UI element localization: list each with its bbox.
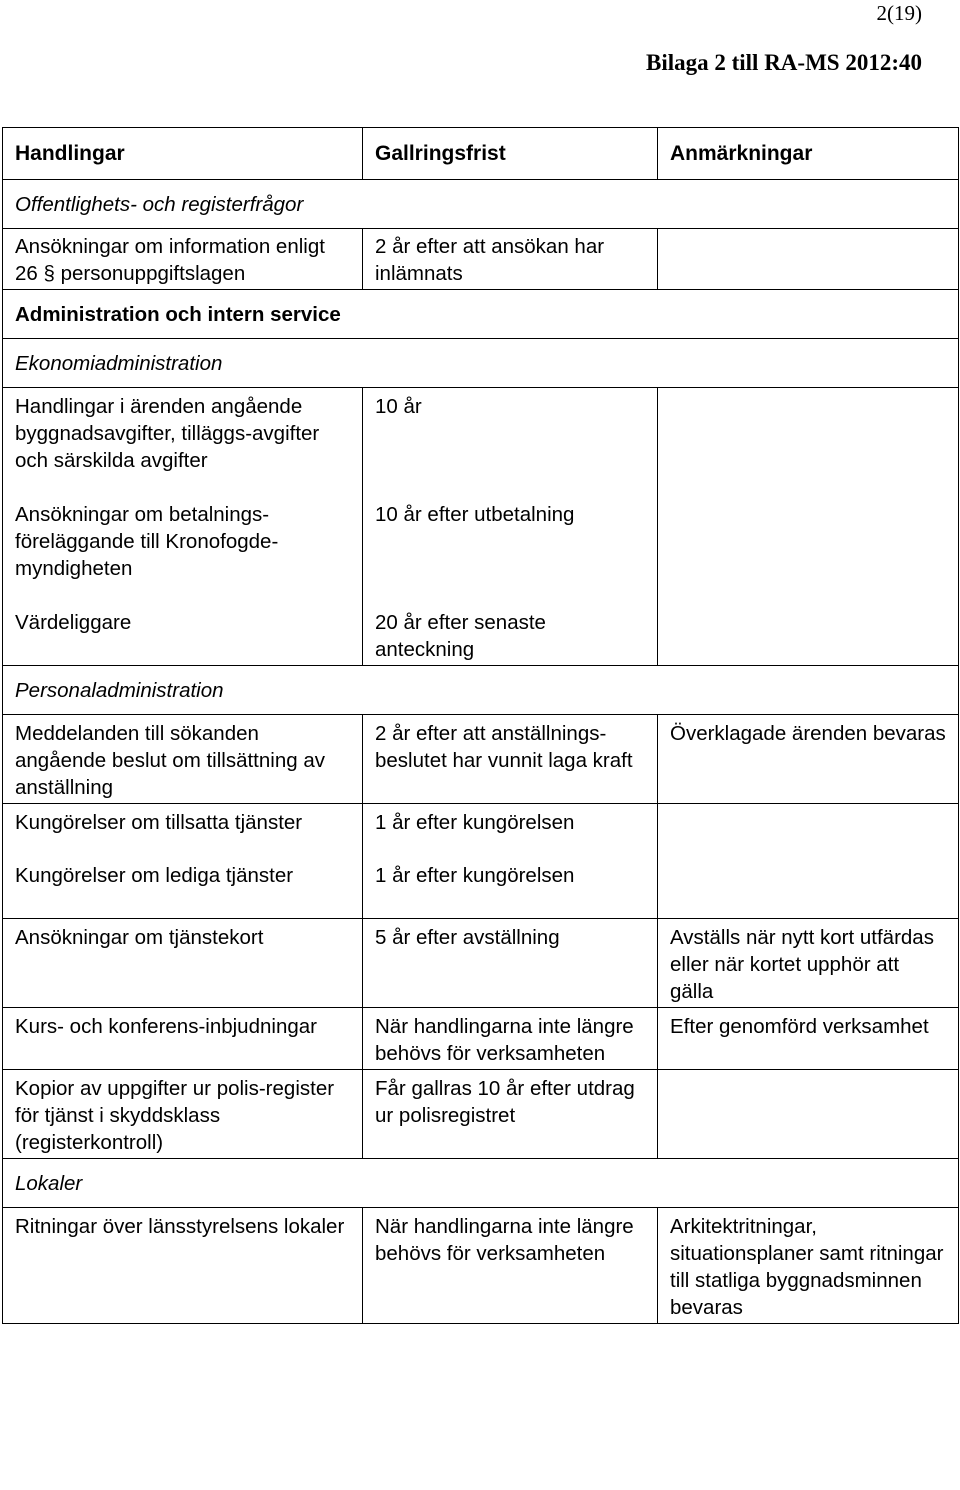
gallringsfrist-cell: Får gallras 10 år efter utdrag ur polisregistret (363, 1070, 658, 1159)
frist-vardeliggare: 20 år efter senaste anteckning (375, 611, 546, 661)
section-lokaler: Lokaler (3, 1159, 959, 1208)
section-row (3, 666, 959, 715)
table-row (3, 388, 959, 666)
table-row (3, 804, 959, 919)
gallringsfrist-cell: 2 år efter att ansökan har inlämnats (363, 229, 658, 290)
column-header-gallringsfrist: Gallringsfrist (363, 128, 658, 180)
table-row (3, 229, 959, 290)
handling-betalningsforelaggande: Ansökningar om betalnings-föreläggande till Kronofogde-myndigheten (15, 503, 279, 580)
retention-table (2, 127, 959, 1324)
anmarkning-cell: Överklagade ärenden bevaras (658, 715, 959, 804)
section-row (3, 339, 959, 388)
anmarkning-cell (658, 1070, 959, 1159)
anmarkning-cell: Efter genomförd verksamhet (658, 1008, 959, 1070)
table-header-row (3, 128, 959, 180)
anmarkning-cell (658, 229, 959, 290)
frist-kungorelser-tillsatta: 1 år efter kungörelsen (375, 811, 575, 834)
frist-byggnadsavgifter: 10 år (375, 395, 422, 418)
anmarkning-cell: Arkitektritningar, situationsplaner samt ritningar till statliga byggnadsminnen bevaras (658, 1208, 959, 1324)
table-row (3, 1070, 959, 1159)
section-administration: Administration och intern service (3, 290, 959, 339)
section-ekonomi: Ekonomiadministration (3, 339, 959, 388)
handling-cell: Ansökningar om tjänstekort (3, 919, 363, 1008)
anmarkning-cell (658, 388, 959, 666)
gallringsfrist-cell (363, 388, 658, 666)
anmarkning-cell (658, 804, 959, 919)
page-number: 2(19) (876, 1, 922, 25)
handling-byggnadsavgifter: Handlingar i ärenden angående byggnadsavgifter, tilläggs-avgifter och särskilda avgifter (15, 395, 320, 472)
gallringsfrist-cell: När handlingarna inte längre behövs för verksamheten (363, 1208, 658, 1324)
frist-kungorelser-lediga: 1 år efter kungörelsen (375, 864, 575, 887)
section-row (3, 180, 959, 229)
gallringsfrist-cell: När handlingarna inte längre behövs för verksamheten (363, 1008, 658, 1070)
handling-cell: Meddelanden till sökanden angående beslut om tillsättning av anställning (3, 715, 363, 804)
column-header-anmarkningar: Anmärkningar (658, 128, 959, 180)
gallringsfrist-cell: 5 år efter avställning (363, 919, 658, 1008)
handling-cell (3, 388, 363, 666)
section-row (3, 290, 959, 339)
column-header-handlingar: Handlingar (3, 128, 363, 180)
section-personal: Personaladministration (3, 666, 959, 715)
handling-kungorelser-tillsatta: Kungörelser om tillsatta tjänster (15, 811, 303, 834)
document-reference: Bilaga 2 till RA-MS 2012:40 (646, 50, 922, 75)
handling-vardeliggare: Värdeliggare (15, 611, 132, 634)
section-offentlighet: Offentlighets- och registerfrågor (3, 180, 959, 229)
table-row (3, 715, 959, 804)
table-row (3, 919, 959, 1008)
table-row (3, 1008, 959, 1070)
handling-cell: Ansökningar om information enligt 26 § personuppgiftslagen (3, 229, 363, 290)
table-row (3, 1208, 959, 1324)
frist-betalningsforelaggande: 10 år efter utbetalning (375, 503, 575, 526)
handling-cell: Kurs- och konferens-inbjudningar (3, 1008, 363, 1070)
handling-cell (3, 804, 363, 919)
handling-cell: Ritningar över länsstyrelsens lokaler (3, 1208, 363, 1324)
gallringsfrist-cell (363, 804, 658, 919)
handling-kungorelser-lediga: Kungörelser om lediga tjänster (15, 864, 294, 887)
gallringsfrist-cell: 2 år efter att anställnings-beslutet har vunnit laga kraft (363, 715, 658, 804)
section-row (3, 1159, 959, 1208)
anmarkning-cell: Avställs när nytt kort utfärdas eller när kortet upphör att gälla (658, 919, 959, 1008)
handling-cell: Kopior av uppgifter ur polis-register för tjänst i skyddsklass (registerkontroll) (3, 1070, 363, 1159)
